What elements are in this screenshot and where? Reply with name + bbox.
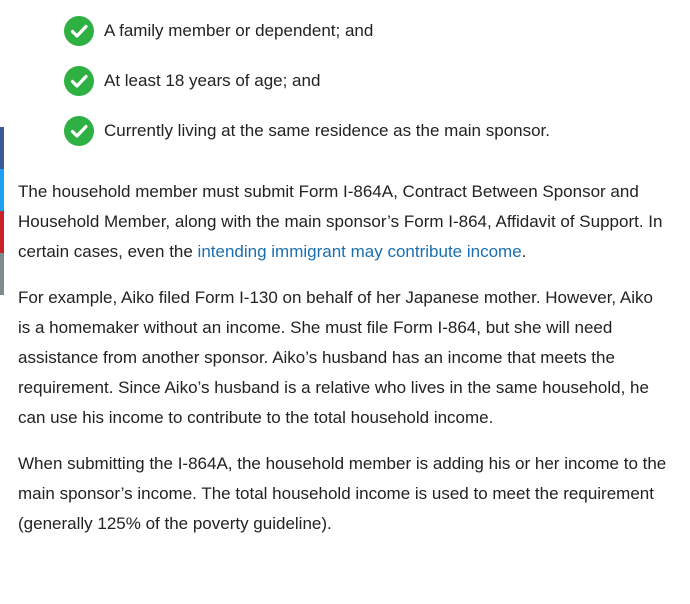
checklist-item bbox=[64, 65, 550, 97]
checklist-item-text: At least 18 years of age; and bbox=[104, 71, 321, 90]
paragraph-household-income: When submitting the I-864A, the household member is adding his or her income to the main sponsor’s income. The total household income is used to meet the requirement (generally 125% of the poverty guideline). bbox=[18, 454, 667, 533]
checkmark-circle-icon bbox=[64, 66, 94, 96]
checklist-item bbox=[64, 15, 550, 47]
paragraph-text-end: . bbox=[521, 242, 527, 261]
checklist-item-text: A family member or dependent; and bbox=[104, 21, 374, 40]
email-share-button[interactable] bbox=[0, 253, 4, 295]
requirements-checklist bbox=[64, 15, 550, 165]
social-share-bar bbox=[0, 127, 4, 295]
twitter-share-button[interactable] bbox=[0, 169, 4, 211]
pinterest-share-button[interactable] bbox=[0, 211, 4, 253]
checkmark-circle-icon bbox=[64, 16, 94, 46]
paragraph-form-i864a bbox=[18, 177, 668, 267]
facebook-share-button[interactable] bbox=[0, 127, 4, 169]
checkmark-circle-icon bbox=[64, 116, 94, 146]
checklist-item-text: Currently living at the same residence as the main sponsor. bbox=[104, 121, 551, 140]
paragraph-text: The household member must submit Form I-864A, Contract Between Sponsor and Household Member, along with the main sponsor’s Form I-864, Affidavit of Support. In certain cases, even the bbox=[18, 182, 663, 261]
intending-immigrant-income-link[interactable]: intending immigrant may contribute income bbox=[197, 242, 522, 261]
checklist-item bbox=[64, 115, 550, 147]
article-body bbox=[18, 177, 668, 555]
paragraph-example-aiko: For example, Aiko filed Form I-130 on behalf of her Japanese mother. However, Aiko is a homemaker without an income. She must file Form I-864, but she will need assistance from another sponsor. Aiko’s husband has an income that meets the requirement. Since Aiko’s husband is a relative who lives in the same household, he can use his income to contribute to the total household income. bbox=[18, 288, 654, 427]
